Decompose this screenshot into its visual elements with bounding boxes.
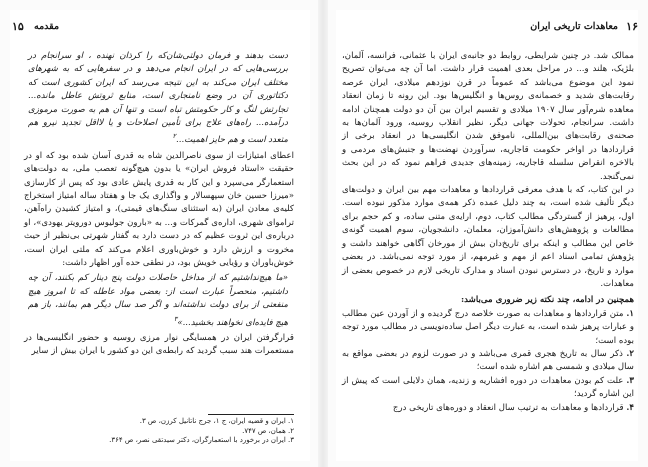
right-page-body — [342, 50, 634, 415]
left-running-title: مقدمه — [34, 21, 60, 32]
list-item-number: ۲. — [626, 348, 634, 359]
list-item — [342, 402, 634, 415]
right-page — [336, 10, 638, 461]
list-item-text: قراردادها و معاهدات به ترتیب سال انعقاد و دوره‌های تاریخی درج — [392, 402, 624, 413]
left-page-number: ۱۵ — [12, 20, 24, 33]
right-page-header — [336, 20, 638, 36]
left-page — [10, 10, 310, 461]
right-running-title: معاهدات تاریخی ایران — [530, 21, 618, 32]
footnote-3: ۳. ایران در برخورد با استعمارگران، دکتر سیدتقی نصر، ص ۳۶۴. — [109, 436, 294, 445]
footnote-ref-2: ۲ — [172, 132, 177, 141]
list-item — [342, 375, 634, 402]
notes-list — [342, 308, 634, 415]
right-paragraph-2: در این کتاب، که با هدف معرفی قراردادها و معاهدات مهم بین ایران و دولت‌های دیگر تألیف شده است، به چند دلیل عمده ذکر همه‌ی موارد مذکور نبوده است. اول، پرهیز از گستردگی مطالب کتاب، دوم، ارایه‌ی متنی ساده، و کم حجم برای مطالعات و پژوهش‌های دانش‌آموزان، معلمان، دانشجویان، سوم اهمیت گونه‌ی خاص این مطالب و اینکه برای تاریخ‌دان بیش از مورخان آگاهی خواهند داشت و پژوهش تمامی اسناد اعم از مهم و غیرمهم، از مورد توجه نمی‌باشد. در بعضی موارد و تاریخ، در دسترس نبودن اسناد و مدارک تاریخی لازم در خصوص بعضی از معاهدات. — [342, 185, 634, 289]
footnote-2: ۲. همان، ص ۷۴۷. — [242, 426, 294, 435]
list-item-number: ۴. — [626, 402, 634, 413]
quote-2-text: «ما هیچ‌نداشتیم که از مداخل حاصلات دولت پنج دینار کم بکنند، آن چه داشتیم، منحصراً عبارت است از: بعضی مواد عاطله که تا امروز هیچ منفعتی از برای دولت نداشته‌اند و اگر صد سال دیگر هم بمانند، باز هم هیچ فایده‌ای نخواهند بخشید...» — [28, 273, 288, 328]
list-item-text: ذکر سال به تاریخ هجری قمری می‌باشد و در صورت لزوم در بعضی مواقع به سال میلادی و شمسی هم اشاره شده است؛ — [342, 348, 634, 373]
list-item — [342, 308, 634, 348]
list-item — [342, 348, 634, 375]
footnotes — [24, 414, 294, 446]
list-item-text: متن قراردادها و معاهدات به صورت خلاصه درج گردیده و از آوردن عین مطالب و عبارات پرهیز شده است، به عبارت دیگر اصل ساده‌نویسی در مطالب مورد توجه بوده است؛ — [342, 308, 634, 346]
right-page-number: ۱۶ — [626, 20, 638, 33]
list-item-number: ۳. — [626, 375, 634, 386]
book-gutter — [318, 0, 328, 467]
block-quote-1 — [24, 50, 294, 148]
left-page-header — [10, 20, 310, 36]
left-page-body — [24, 50, 294, 359]
left-paragraph-1: اعطای امتیازات از سوی ناصرالدین شاه به قدری آسان شده بود که او در حقیقت «استاد فروش ایران» یا بدون هیچ‌گونه تعصب ملی، به دولت‌های استعمارگر می‌سپرد و این کار به قدری پایش عادی بود که پس از کارسازی «میرزا حسین خان سپهسالار و واگذاری یک جا و هفتاد ساله امتیاز استخراج کلیه‌ی معادن ایران (به استثنای سنگ‌های قیمتی)، و امتیاز کشیدن راه‌آهن، تراموای شهری، اداره‌ی گمرکات و... به «بارون جولیوس دورویتر یهودی»، او درباره‌ی این ثروت عظیم که در دست دارد به گفتار شهرتی بی‌نظیر از حیث مخروت و ارزش دارد و خوش‌باوری اعلام می‌کند که ملتی ایران است، خوش‌باوران و رؤیایی خویش بود، در نطقی حده آور اظهار داشت: — [24, 150, 294, 268]
left-paragraph-2: قرارگرفتن ایران در همسایگی نوار مرزی روسیه و حضور انگلیسی‌ها در مستعمرات هند سبب گردید که رابطه‌ی این دو کشور با ایران بیش از سایر — [24, 332, 294, 357]
block-quote-2 — [24, 272, 294, 329]
list-item-number: ۱. — [626, 308, 634, 319]
list-item-text: علت کم بودن معاهدات در دوره افشاریه و زندیه، همان دلایلی است که پیش از این اشاره گردید؛ — [342, 375, 634, 400]
quote-1-text: دست بدهند و فرمان دولتی‌شان‌که را کرذان نهنده ، او سرانجام در بررسی‌هایی که در ایران انجام می‌دهد و در سفرهایی که به شهرهای مختلف ایران می‌کند به این نتیجه می‌رسد که ایران کشوری است که دکتاتوری آن در وضع نامنجاری است، منابع ثروتش عاطل مانده... تجارتش لنگ و کار حکومتش تباه است و تنها آن هم به صورت مرموزی درآمده... راه‌های علاج برای تأمین اصلاحات و یا لااقل تجدید نیرو هم متعدد است و هم حایز اهمیت... — [28, 51, 288, 146]
footnote-rule — [208, 414, 294, 415]
footnote-1: ۱. ایران و قضیه ایران، ج ۱، جرج ناتانیل کرزن، ص ۳. — [139, 417, 294, 425]
notes-heading: همچنین در ادامه، چند نکته زیر ضروری می‌باشد: — [460, 295, 634, 306]
footnote-ref-3: ۳ — [173, 314, 178, 323]
right-paragraph-1: ممالک شد. در چنین شرایطی، روابط دو جانبه‌ی ایران با عثمانی، فرانسه، آلمان، بلژیک، هلند و... در مراحل بعدی اهمیت قرار داشت. اما آن چه می‌توان تصریح نمود این موضوع می‌باشد که عموماً در قرن نوزدهم میلادی، ایران عرصه رقابت‌های شدید و خصمانه‌ی روس‌ها و انگلیس‌ها بود. این رونه تا زمان انعقاد معاهده شرم‌آور سال ۱۹۰۷ میلادی و تقسیم ایران بین آن دو دولت همچنان ادامه داشت. سرانجام، تحولات جهانی دیگر، نظیر انقلاب روسیه، ورود آلمان‌ها به صحنه‌ی رقابت‌های بین‌المللی، ناموفق شدن انگلیسی‌ها در انعقاد برخی از قراردادها در اواخر حکومت قاجاریه، سرآوردن نهضت‌ها و جنبش‌های مردمی و بالاخره انقراض سلسله قاجاریه، زمینه‌های جدیدی فراهم نمود که در این بحث نمی‌گنجد. — [342, 51, 635, 182]
